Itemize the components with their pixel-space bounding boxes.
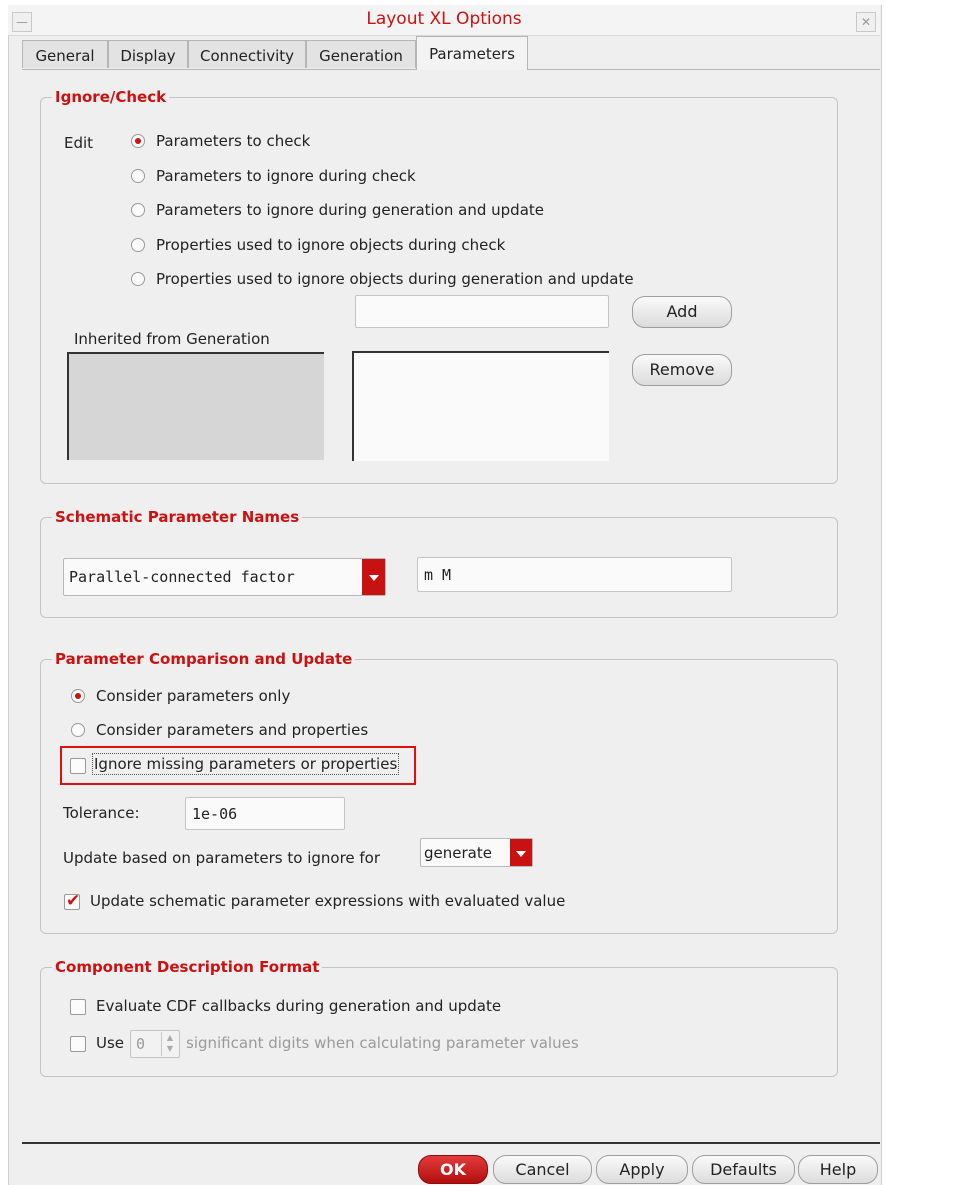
parameter-entry-field[interactable] [355,295,609,328]
digits-value: 0 [136,1035,146,1053]
use-label[interactable]: Use [96,1034,125,1052]
chevron-down-icon[interactable] [510,839,532,866]
close-icon[interactable]: ✕ [856,12,876,32]
radio-params-to-check[interactable] [131,134,145,148]
radio-ignore-check-label[interactable]: Parameters to ignore during check [156,167,416,185]
update-based-value: generate [424,844,492,862]
cancel-button[interactable]: Cancel [493,1155,592,1184]
ignore-missing-label[interactable]: Ignore missing parameters or properties [94,755,398,773]
tolerance-label: Tolerance: [63,804,140,822]
edit-label: Edit [64,134,94,152]
radio-props-ignore-generation-label[interactable]: Properties used to ignore objects during generation and update [156,270,634,288]
tolerance-field[interactable]: 1e-06 [185,797,345,830]
radio-ignore-generation[interactable] [131,203,145,217]
update-based-label: Update based on parameters to ignore for [63,849,381,867]
chevron-down-icon[interactable] [362,559,385,595]
tab-general[interactable]: General [22,40,108,68]
parameter-name-dropdown-value: Parallel-connected factor [69,568,295,586]
window-title: Layout XL Options [366,9,522,29]
radio-params-to-check-label[interactable]: Parameters to check [156,132,311,150]
radio-params-only[interactable] [71,689,85,703]
parameter-name-dropdown[interactable] [63,558,386,596]
update-expressions-checkbox[interactable] [64,891,81,911]
digits-spinbox [130,1030,180,1058]
comparison-title: Parameter Comparison and Update [52,650,355,668]
cdf-group [40,967,838,1077]
ignore-missing-checkbox[interactable] [70,758,86,774]
defaults-button[interactable]: Defaults [692,1155,795,1184]
title-bar [8,5,880,36]
evaluate-cdf-label[interactable]: Evaluate CDF callbacks during generation and update [96,997,502,1015]
cdf-title: Component Description Format [52,958,322,976]
add-button[interactable]: Add [632,296,732,328]
help-button[interactable]: Help [798,1155,878,1184]
apply-button[interactable]: Apply [596,1155,688,1184]
inherited-list[interactable] [67,352,324,460]
window-menu-icon[interactable]: — [12,12,32,32]
radio-params-and-props[interactable] [71,723,85,737]
tab-parameters[interactable]: Parameters [416,36,528,70]
evaluate-cdf-checkbox[interactable] [70,999,86,1015]
spin-arrows-icon: ▲ ▼ [161,1032,178,1056]
tab-generation[interactable]: Generation [306,40,416,68]
update-expressions-label[interactable]: Update schematic parameter expressions with evaluated value [90,892,566,910]
radio-props-ignore-generation[interactable] [131,272,145,286]
radio-params-only-label[interactable]: Consider parameters only [96,687,291,705]
radio-params-and-props-label[interactable]: Consider parameters and properties [96,721,369,739]
checkmark-icon: ✔ [66,891,81,911]
tab-connectivity[interactable]: Connectivity [188,40,306,68]
radio-props-ignore-check-label[interactable]: Properties used to ignore objects during check [156,236,506,254]
inherited-label: Inherited from Generation [74,330,270,348]
radio-ignore-generation-label[interactable]: Parameters to ignore during generation and update [156,201,545,219]
digits-suffix-label: significant digits when calculating parameter values [186,1034,579,1052]
parameter-list[interactable] [352,351,609,461]
remove-button[interactable]: Remove [632,354,732,386]
ignore-check-title: Ignore/Check [52,88,169,106]
ok-button[interactable]: OK [418,1155,488,1184]
parameter-names-field[interactable]: m M [417,557,732,592]
use-digits-checkbox[interactable] [70,1036,86,1052]
tab-display[interactable]: Display [108,40,188,68]
radio-ignore-check[interactable] [131,169,145,183]
radio-props-ignore-check[interactable] [131,238,145,252]
schematic-names-title: Schematic Parameter Names [52,508,302,526]
button-bar-divider [22,1142,880,1144]
